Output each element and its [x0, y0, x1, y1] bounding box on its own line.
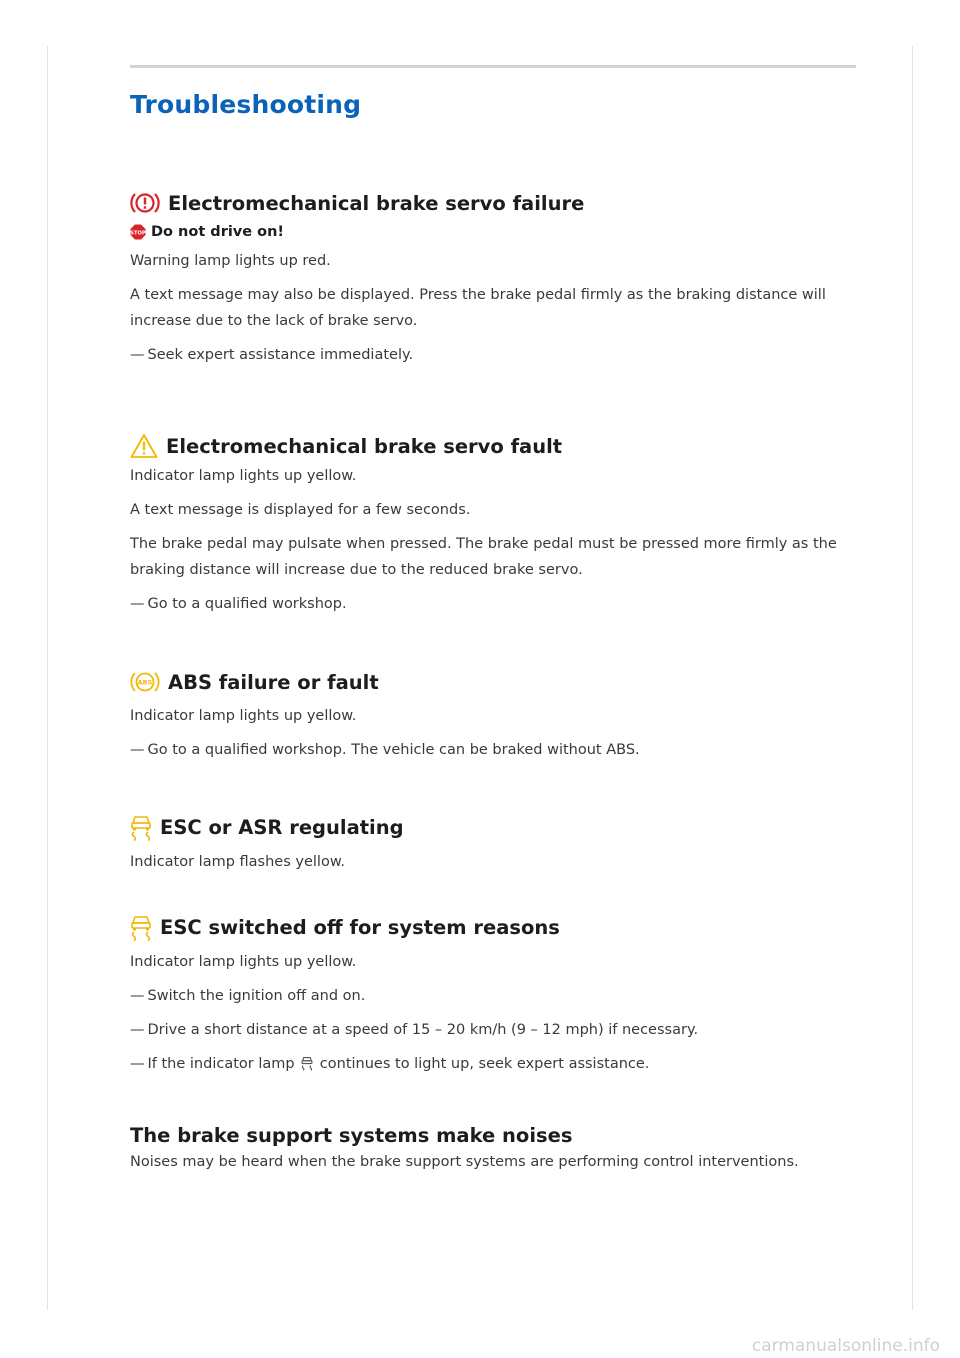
- section-heading-text: The brake support systems make noises: [130, 1124, 573, 1147]
- action-step: — Seek expert assistance immediately.: [130, 342, 870, 368]
- action-step: — Switch the ignition off and on.: [130, 983, 870, 1009]
- section-abs: [130, 669, 870, 771]
- watermark: carmanualsonline.info: [751, 1336, 940, 1356]
- svg-text:ABS: ABS: [137, 678, 153, 687]
- paragraph: Indicator lamp lights up yellow.: [130, 708, 357, 724]
- section-noises: [130, 1124, 870, 1183]
- svg-text:STOP: STOP: [130, 230, 146, 237]
- paragraph: The brake pedal may pulsate when pressed. The brake pedal must be pressed more firmly as the braking distance will increase due to the reduced brake servo.: [130, 536, 837, 578]
- paragraph: Indicator lamp lights up yellow.: [130, 468, 357, 484]
- section-esc-regulating: [130, 813, 870, 883]
- header-rule: [130, 65, 856, 68]
- section-heading-text: ESC switched off for system reasons: [160, 915, 560, 939]
- section-heading: [130, 190, 870, 216]
- page-margin-left: [47, 46, 48, 1310]
- section-heading-text: Electromechanical brake servo failure: [168, 191, 585, 215]
- page-margin-right: [912, 46, 913, 1310]
- esc-skid-yellow-icon: [130, 913, 152, 941]
- page-title: Troubleshooting: [130, 90, 362, 119]
- stop-warning: [130, 224, 870, 240]
- section-servo-failure: [130, 190, 870, 376]
- paragraph: Indicator lamp flashes yellow.: [130, 854, 345, 870]
- section-heading: [130, 433, 870, 459]
- section-servo-fault: [130, 433, 870, 625]
- paragraph: Noises may be heard when the brake support systems are performing control interventions.: [130, 1154, 799, 1170]
- section-esc-off: [130, 913, 870, 1088]
- section-heading-text: ESC or ASR regulating: [160, 815, 404, 839]
- abs-yellow-icon: [130, 669, 160, 695]
- warning-triangle-yellow-icon: [130, 433, 158, 459]
- section-heading: [130, 1124, 870, 1147]
- stop-icon: [130, 224, 146, 240]
- action-step: — Drive a short distance at a speed of 15 – 20 km/h (9 – 12 mph) if necessary.: [130, 1017, 870, 1043]
- section-heading-text: Electromechanical brake servo fault: [166, 434, 563, 458]
- paragraph: Indicator lamp lights up yellow.: [130, 954, 357, 970]
- section-heading-text: ABS failure or fault: [168, 670, 379, 694]
- esc-skid-yellow-icon: [130, 813, 152, 841]
- step-text-before: If the indicator lamp: [147, 1056, 295, 1072]
- esc-skid-yellow-icon: [301, 1054, 313, 1080]
- paragraph: Warning lamp lights up red.: [130, 253, 331, 269]
- section-heading: [130, 669, 870, 695]
- brake-warning-red-icon: [130, 190, 160, 216]
- section-heading: [130, 913, 870, 941]
- action-step: — Go to a qualified workshop.: [130, 591, 870, 617]
- action-step: [130, 1051, 870, 1080]
- paragraph: A text message is displayed for a few seconds.: [130, 502, 471, 518]
- stop-label: Do not drive on!: [151, 224, 285, 240]
- step-text-after: continues to light up, seek expert assistance.: [319, 1056, 650, 1072]
- paragraph: A text message may also be displayed. Press the brake pedal firmly as the braking distance will increase due to the lack of brake servo.: [130, 287, 826, 329]
- action-step: — Go to a qualified workshop. The vehicle can be braked without ABS.: [130, 737, 870, 763]
- section-heading: [130, 813, 870, 841]
